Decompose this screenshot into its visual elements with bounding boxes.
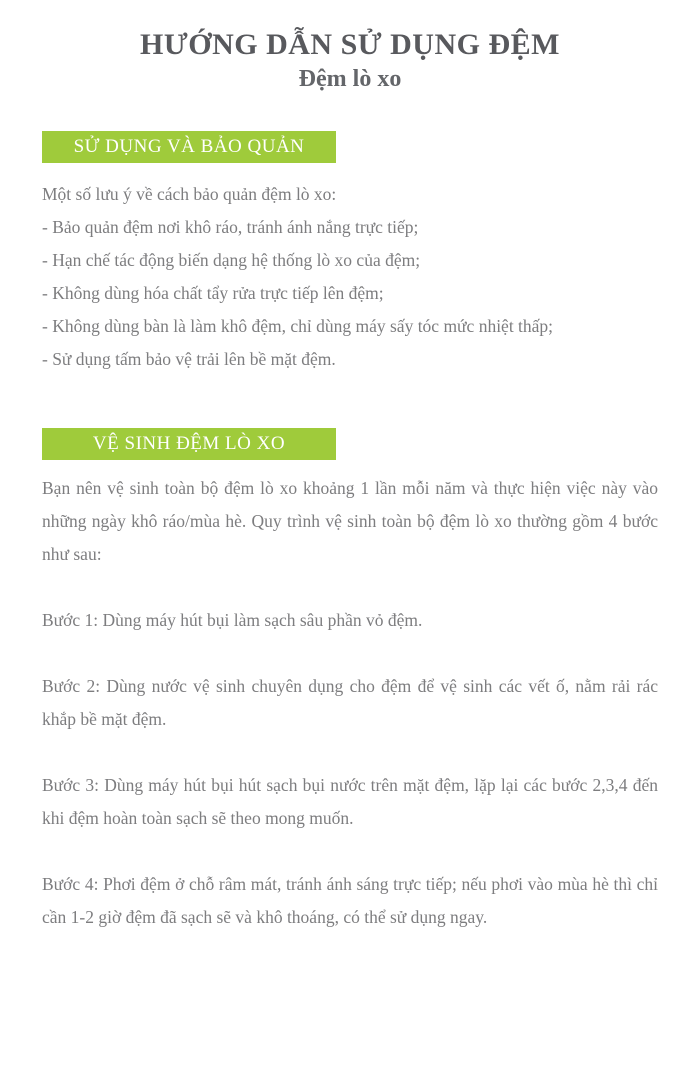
cleaning-instructions	[42, 472, 658, 934]
page-subtitle: Đệm lò xo	[298, 66, 402, 92]
section-heading-cleaning: VỆ SINH ĐỆM LÒ XO	[42, 428, 336, 460]
care-instructions	[42, 178, 658, 376]
care-list-item: - Hạn chế tác động biến dạng hệ thống lò xo của đệm;	[42, 250, 421, 270]
section-usage-care	[42, 131, 658, 376]
section-cleaning	[42, 428, 658, 934]
section-heading-row	[42, 428, 658, 460]
section-heading-row	[42, 131, 658, 163]
page-title: HƯỚNG DẪN SỬ DỤNG ĐỆM	[140, 28, 560, 61]
care-list-item: - Không dùng bàn là làm khô đệm, chỉ dùng máy sấy tóc mức nhiệt thấp;	[42, 316, 554, 336]
cleaning-intro-paragraph: Bạn nên vệ sinh toàn bộ đệm lò xo khoảng 1 lần mỗi năm và thực hiện việc này vào những ngày khô ráo/mùa hè. Quy trình vệ sinh toàn bộ đệm lò xo thường gồm 4 bước như sau:	[42, 478, 658, 564]
section-heading-usage-care: SỬ DỤNG VÀ BẢO QUẢN	[42, 131, 336, 163]
care-list-item: - Sử dụng tấm bảo vệ trải lên bề mặt đệm.	[42, 349, 336, 369]
cleaning-step-2: Bước 2: Dùng nước vệ sinh chuyên dụng cho đệm để vệ sinh các vết ố, nằm rải rác khắp bề mặt đệm.	[42, 676, 658, 729]
cleaning-step-4: Bước 4: Phơi đệm ở chỗ râm mát, tránh ánh sáng trực tiếp; nếu phơi vào mùa hè thì chỉ cần 1-2 giờ đệm đã sạch sẽ và khô thoáng, có thể sử dụng ngay.	[42, 874, 658, 927]
cleaning-step-3: Bước 3: Dùng máy hút bụi hút sạch bụi nước trên mặt đệm, lặp lại các bước 2,3,4 đến khi đệm hoàn toàn sạch sẽ theo mong muốn.	[42, 775, 658, 828]
care-list-item: - Bảo quản đệm nơi khô ráo, tránh ánh nắng trực tiếp;	[42, 217, 419, 237]
care-intro-line: Một số lưu ý về cách bảo quản đệm lò xo:	[42, 184, 337, 204]
cleaning-step-1: Bước 1: Dùng máy hút bụi làm sạch sâu phần vỏ đệm.	[42, 610, 423, 630]
care-list-item: - Không dùng hóa chất tẩy rửa trực tiếp lên đệm;	[42, 283, 384, 303]
page-content	[0, 28, 700, 934]
